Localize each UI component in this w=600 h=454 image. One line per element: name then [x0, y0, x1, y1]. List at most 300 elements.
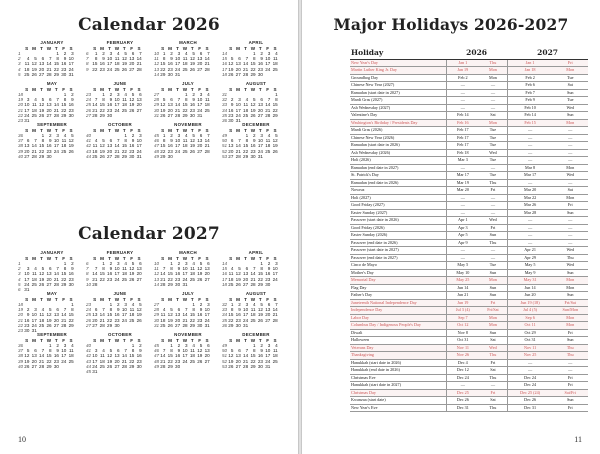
day-letter: S — [25, 86, 29, 92]
day-letter: S — [161, 127, 165, 133]
day-letter: F — [130, 296, 134, 302]
day-cell: 23 — [175, 276, 181, 282]
day-cell — [196, 282, 203, 287]
day-cell: 31 — [197, 112, 203, 118]
week-number: 45 — [86, 369, 92, 375]
day-cell: 22 — [92, 66, 98, 72]
date-2026: Feb 14 — [446, 112, 479, 120]
day-cell: 3 — [94, 348, 98, 354]
day-cell: 4 — [253, 301, 256, 307]
day-cell: 28 — [204, 66, 210, 72]
day-cell: 27 — [235, 71, 241, 77]
holiday-name: Valentine's Day — [350, 112, 446, 120]
date-2026: Jan 19 — [446, 67, 479, 75]
day-cell: 4 — [185, 50, 188, 56]
day-cell: 6 — [170, 97, 173, 103]
weekday-2026: — — [479, 194, 507, 202]
date-2027: Dec 24 — [507, 382, 552, 390]
day-cell: 23 — [61, 66, 67, 72]
day-cell — [271, 323, 278, 328]
week-number: 5 — [18, 281, 21, 287]
day-cell: 16 — [175, 271, 181, 277]
day-cell: 5 — [131, 91, 135, 97]
day-cell: 5 — [238, 266, 241, 272]
day-cell: 17 — [107, 61, 113, 67]
day-cell: 19 — [272, 143, 278, 149]
day-cell: 9 — [192, 97, 195, 103]
weekday-2026: Sat — [479, 112, 507, 120]
holiday-row — [350, 104, 588, 112]
day-cell: 26 — [129, 276, 135, 282]
day-cell: 11 — [190, 266, 195, 272]
day-cell: 7 — [267, 97, 271, 103]
day-cell: 18 — [160, 317, 166, 323]
holiday-name: Mardi Gras (2026) — [350, 127, 446, 135]
date-2027: Feb 6 — [507, 82, 552, 90]
day-cell: 25 — [121, 107, 127, 113]
day-cell: 25 — [243, 112, 249, 118]
holiday-name: Chinese New Year (2026) — [350, 134, 446, 142]
week-number: 35 — [222, 317, 228, 323]
day-letter: S — [229, 337, 233, 343]
day-cell: 16 — [228, 107, 234, 113]
day-letter: S — [273, 296, 277, 302]
day-letter: M — [32, 296, 36, 302]
week-number: 33 — [222, 102, 228, 108]
day-cell: 19 — [68, 143, 74, 149]
day-cell: 28 — [160, 363, 166, 369]
day-cell: 9 — [117, 307, 120, 313]
day-cell: 22 — [99, 107, 105, 113]
day-letter: T — [244, 296, 247, 302]
day-letter: M — [236, 255, 240, 261]
holiday-name: Independence Day — [350, 307, 446, 315]
day-cell: 6 — [199, 132, 203, 138]
day-letter: T — [190, 45, 194, 51]
month-name: FEBRUARY — [106, 250, 134, 255]
day-cell: 21 — [204, 61, 210, 67]
day-letter: S — [137, 86, 141, 92]
holiday-name: Ramadan (start date in 2027) — [350, 89, 446, 97]
day-cell: 30 — [257, 363, 263, 369]
day-letter: F — [198, 296, 202, 302]
header-holiday: Holiday — [350, 48, 446, 59]
holiday-name: Groundhog Day — [350, 74, 446, 82]
day-cell: 23 — [257, 358, 263, 364]
week-row — [18, 154, 86, 159]
day-cell: 22 — [160, 66, 166, 72]
week-number: 6 — [86, 260, 89, 266]
date-2026: Feb 18 — [446, 149, 479, 157]
left-page — [0, 0, 298, 454]
day-cell: 7 — [207, 132, 210, 138]
day-letter: S — [93, 296, 97, 302]
day-cell: 8 — [253, 348, 256, 354]
weekday-2026: Tue — [479, 172, 507, 180]
day-cell: 20 — [53, 317, 59, 323]
week-number: 26 — [86, 107, 92, 113]
day-cell: 26 — [189, 148, 195, 154]
weekday-2027: Wed — [553, 262, 588, 270]
day-letter: M — [168, 255, 172, 261]
day-cell: 14 — [160, 353, 166, 359]
date-2027: — — [507, 359, 552, 367]
day-letter: W — [182, 296, 188, 302]
day-cell: 21 — [53, 107, 59, 113]
date-2027: Jun 14 — [507, 284, 552, 292]
week-number: 20 — [18, 102, 24, 108]
holiday-row — [350, 224, 588, 232]
date-2027: Feb 15 — [507, 119, 552, 127]
weekday-2026: — — [479, 254, 507, 262]
date-2027: — — [507, 232, 552, 240]
month-october — [86, 122, 154, 163]
day-cell: 12 — [129, 266, 135, 272]
day-cell: 12 — [68, 138, 74, 144]
day-cell: 1 — [109, 301, 113, 307]
holiday-name: Flag Day — [350, 284, 446, 292]
day-letter: T — [108, 86, 111, 92]
day-cell: 13 — [228, 143, 234, 149]
day-letter: T — [258, 45, 262, 51]
day-cell: 8 — [124, 138, 127, 144]
day-cell: 23 — [197, 317, 203, 323]
day-cell: 28 — [46, 71, 52, 77]
day-cell: 25 — [129, 317, 135, 323]
day-cell: 24 — [114, 107, 120, 113]
calendar-title-2026: Calendar 2026 — [78, 15, 220, 35]
holiday-name: New Year's Day — [350, 59, 446, 67]
day-letter: S — [229, 45, 233, 51]
week-row — [222, 282, 290, 287]
day-cell: 6 — [131, 50, 135, 56]
day-cell: 2 — [49, 132, 52, 138]
day-cell: 30 — [265, 281, 271, 287]
date-2027: Feb 10 — [507, 104, 552, 112]
day-cell: 12 — [257, 307, 263, 313]
month-september — [18, 122, 86, 163]
week-number: 36 — [18, 342, 24, 348]
day-cell: 10 — [136, 138, 142, 144]
week-number: 46 — [154, 138, 160, 144]
day-cell: 15 — [39, 143, 45, 149]
day-cell: 7 — [162, 266, 166, 272]
day-cell: 30 — [167, 71, 173, 77]
day-cell: 4 — [275, 50, 278, 56]
day-cell: 1 — [245, 132, 249, 138]
day-letter: F — [266, 86, 270, 92]
day-cell: 8 — [63, 97, 67, 103]
weekday-2026: Wed — [479, 217, 507, 225]
week-number: 7 — [86, 266, 89, 272]
day-letter: S — [161, 255, 165, 261]
day-cell: 12 — [272, 138, 278, 144]
weekday-2026: Mon — [479, 322, 507, 330]
day-cell: 4 — [71, 342, 74, 348]
day-letter: M — [168, 86, 172, 92]
day-cell: 3 — [238, 97, 241, 103]
day-cell: 28 — [182, 322, 188, 328]
day-letter: F — [266, 337, 270, 343]
day-letter: M — [32, 86, 36, 92]
week-number: 3 — [18, 271, 21, 277]
day-cell: 20 — [235, 66, 241, 72]
day-cell: 11 — [68, 348, 74, 354]
day-cell: 25 — [182, 66, 188, 72]
day-cell: 6 — [34, 348, 37, 354]
day-cell: 8 — [170, 266, 173, 272]
day-cell — [60, 364, 67, 369]
day-cell: 25 — [114, 66, 120, 72]
week-number: 8 — [86, 271, 89, 277]
day-cell: 28 — [250, 281, 256, 287]
holiday-name: Passover (end date in 2027) — [350, 254, 446, 262]
weekday-2027: Thu — [553, 344, 588, 352]
day-cell: 15 — [92, 61, 98, 67]
holiday-row — [350, 187, 588, 195]
day-cell: 10 — [121, 307, 127, 313]
weekday-2026: Thu — [479, 239, 507, 247]
holiday-row — [350, 254, 588, 262]
day-cell: 17 — [204, 312, 210, 318]
holiday-name: Hanukkah (start date in 2026) — [350, 359, 446, 367]
day-letter: S — [229, 296, 233, 302]
day-cell: 9 — [253, 138, 256, 144]
weekday-2026: Fri — [479, 299, 507, 307]
date-2026: Sep 7 — [446, 314, 479, 322]
date-2026: Dec 31 — [446, 404, 479, 412]
day-cell: 26 — [129, 107, 135, 113]
day-cell: 7 — [185, 307, 188, 313]
page-number-left: 10 — [18, 435, 26, 444]
day-cell: 21 — [136, 61, 142, 67]
day-letter: S — [137, 255, 141, 261]
date-2026: — — [446, 89, 479, 97]
day-cell: 11 — [92, 143, 98, 149]
week-number: 22 — [18, 112, 24, 118]
day-cell: 31 — [24, 287, 30, 293]
week-number: 23 — [18, 328, 24, 334]
week-number: 18 — [222, 281, 228, 287]
holiday-name: Mardi Gras (2027) — [350, 97, 446, 105]
day-cell: 5 — [275, 132, 278, 138]
day-cell: 1 — [131, 342, 135, 348]
day-cell: 19 — [39, 276, 45, 282]
day-cell: 25 — [160, 322, 166, 328]
day-letter: T — [244, 45, 247, 51]
week-row — [86, 154, 154, 159]
day-cell: 29 — [250, 71, 256, 77]
day-cell: 22 — [99, 276, 105, 282]
weekday-2027: Sun/Mon — [553, 307, 588, 315]
week-number: 48 — [154, 148, 160, 154]
day-letter: S — [69, 86, 73, 92]
week-number: 13 — [154, 66, 160, 72]
day-cell: 30 — [68, 112, 74, 118]
day-cell: 25 — [24, 71, 30, 77]
day-cell: 4 — [102, 348, 105, 354]
day-cell: 14 — [31, 143, 37, 149]
day-cell: 6 — [267, 301, 271, 307]
weekday-2026: Tue — [479, 157, 507, 165]
day-cell: 26 — [39, 112, 45, 118]
day-cell: 28 — [235, 153, 241, 159]
day-cell: 13 — [129, 56, 135, 62]
day-letter: F — [62, 86, 66, 92]
day-cell: 15 — [99, 271, 105, 277]
day-cell: 2 — [260, 342, 263, 348]
day-cell — [181, 72, 188, 77]
day-cell: 20 — [235, 358, 241, 364]
day-cell: 29 — [39, 153, 45, 159]
weekday-2026: Thu — [479, 374, 507, 382]
day-cell: 15 — [250, 353, 256, 359]
day-cell: 12 — [197, 348, 203, 354]
day-cell: 14 — [265, 102, 271, 108]
day-cell: 21 — [160, 276, 166, 282]
day-cell: 31 — [204, 322, 210, 328]
day-letter: T — [176, 255, 179, 261]
holiday-row — [350, 157, 588, 165]
day-cell: 7 — [94, 266, 98, 272]
day-cell: 11 — [228, 271, 234, 277]
week-number: 29 — [154, 312, 160, 318]
day-cell: 6 — [49, 266, 52, 272]
day-cell: 24 — [197, 107, 203, 113]
day-cell: 24 — [107, 66, 113, 72]
day-cell: 27 — [53, 322, 59, 328]
month-may — [18, 291, 86, 332]
day-letter: S — [273, 45, 277, 51]
week-number: 6 — [86, 50, 89, 56]
day-cell — [264, 154, 271, 159]
date-2026: — — [446, 382, 479, 390]
day-cell: 27 — [39, 71, 45, 77]
date-2026: Dec 12 — [446, 367, 479, 375]
week-number: 12 — [154, 271, 160, 277]
month-february — [86, 250, 154, 291]
day-cell: 18 — [189, 271, 195, 277]
day-cell: 1 — [170, 342, 173, 348]
day-letter: S — [69, 255, 73, 261]
month-name: JULY — [181, 291, 195, 296]
day-cell — [181, 364, 188, 369]
day-cell: 13 — [136, 97, 142, 103]
date-2026: Apr 1 — [446, 217, 479, 225]
holiday-row — [350, 367, 588, 375]
day-letter: F — [62, 296, 66, 302]
day-cell: 8 — [41, 138, 45, 144]
day-cell: 8 — [102, 97, 105, 103]
day-cell: 7 — [162, 348, 166, 354]
weekday-2026: — — [479, 164, 507, 172]
day-cell: 5 — [192, 132, 195, 138]
week-row — [154, 282, 222, 287]
day-cell: 27 — [197, 66, 203, 72]
right-page — [302, 0, 600, 454]
day-cell: 25 — [39, 322, 45, 328]
day-cell: 11 — [272, 56, 278, 62]
day-letter: S — [137, 337, 141, 343]
weekday-2026: — — [479, 82, 507, 90]
day-cell: 16 — [189, 102, 195, 108]
holidays-title: Major Holidays 2026-2027 — [333, 15, 569, 34]
day-cell: 23 — [136, 358, 142, 364]
day-cell — [264, 72, 271, 77]
day-letter: S — [161, 296, 165, 302]
holiday-row — [350, 307, 588, 315]
day-cell: 1 — [230, 301, 234, 307]
day-letter: W — [250, 337, 256, 343]
day-cell: 19 — [189, 61, 195, 67]
day-cell: 19 — [235, 276, 241, 282]
holiday-name: Ramadan (start date in 2026) — [350, 142, 446, 150]
week-row — [222, 154, 290, 159]
week-number: 1 — [18, 50, 21, 56]
day-cell: 9 — [56, 348, 59, 354]
week-row — [154, 323, 222, 328]
day-cell: 5 — [71, 132, 74, 138]
month-name: JUNE — [113, 291, 127, 296]
day-cell: 4 — [162, 307, 166, 313]
day-cell: 14 — [136, 56, 142, 62]
day-cell: 20 — [31, 358, 37, 364]
day-cell: 9 — [260, 348, 263, 354]
day-cell: 18 — [31, 107, 37, 113]
day-letter: T — [244, 127, 247, 133]
day-cell: 30 — [189, 112, 195, 118]
day-cell: 19 — [257, 312, 263, 318]
date-2027: Feb 9 — [507, 97, 552, 105]
day-cell: 17 — [235, 107, 241, 113]
day-cell: 28 — [265, 112, 271, 118]
month-january — [18, 40, 86, 81]
day-letter: M — [236, 296, 240, 302]
week-number: 16 — [222, 271, 228, 277]
weekday-2026: Fri — [479, 389, 507, 397]
day-cell: 12 — [46, 312, 52, 318]
day-cell: 17 — [114, 102, 120, 108]
day-letter: W — [46, 127, 52, 133]
day-letter: S — [25, 255, 29, 261]
day-letter: T — [258, 296, 262, 302]
day-cell: 24 — [272, 276, 278, 282]
day-cell: 14 — [272, 307, 278, 313]
day-cell: 11 — [39, 312, 45, 318]
day-cell: 28 — [53, 281, 59, 287]
day-cell: 14 — [235, 143, 241, 149]
weekday-2026: Sun — [479, 269, 507, 277]
date-2026: Dec 4 — [446, 359, 479, 367]
day-cell: 15 — [53, 61, 59, 67]
day-cell: 13 — [107, 143, 113, 149]
week-number: 31 — [154, 112, 160, 118]
week-number: 53 — [222, 363, 228, 369]
holiday-row — [350, 239, 588, 247]
day-cell: 25 — [182, 148, 188, 154]
day-cell: 29 — [129, 363, 135, 369]
day-cell: 5 — [109, 348, 113, 354]
week-number: 18 — [18, 91, 24, 97]
day-cell: 24 — [61, 358, 67, 364]
day-cell — [121, 369, 128, 374]
week-row — [222, 72, 290, 77]
day-cell: 18 — [272, 353, 278, 359]
week-number: 13 — [154, 276, 160, 282]
date-2026: Feb 17 — [446, 127, 479, 135]
holiday-row — [350, 322, 588, 330]
day-cell: 7 — [117, 138, 120, 144]
